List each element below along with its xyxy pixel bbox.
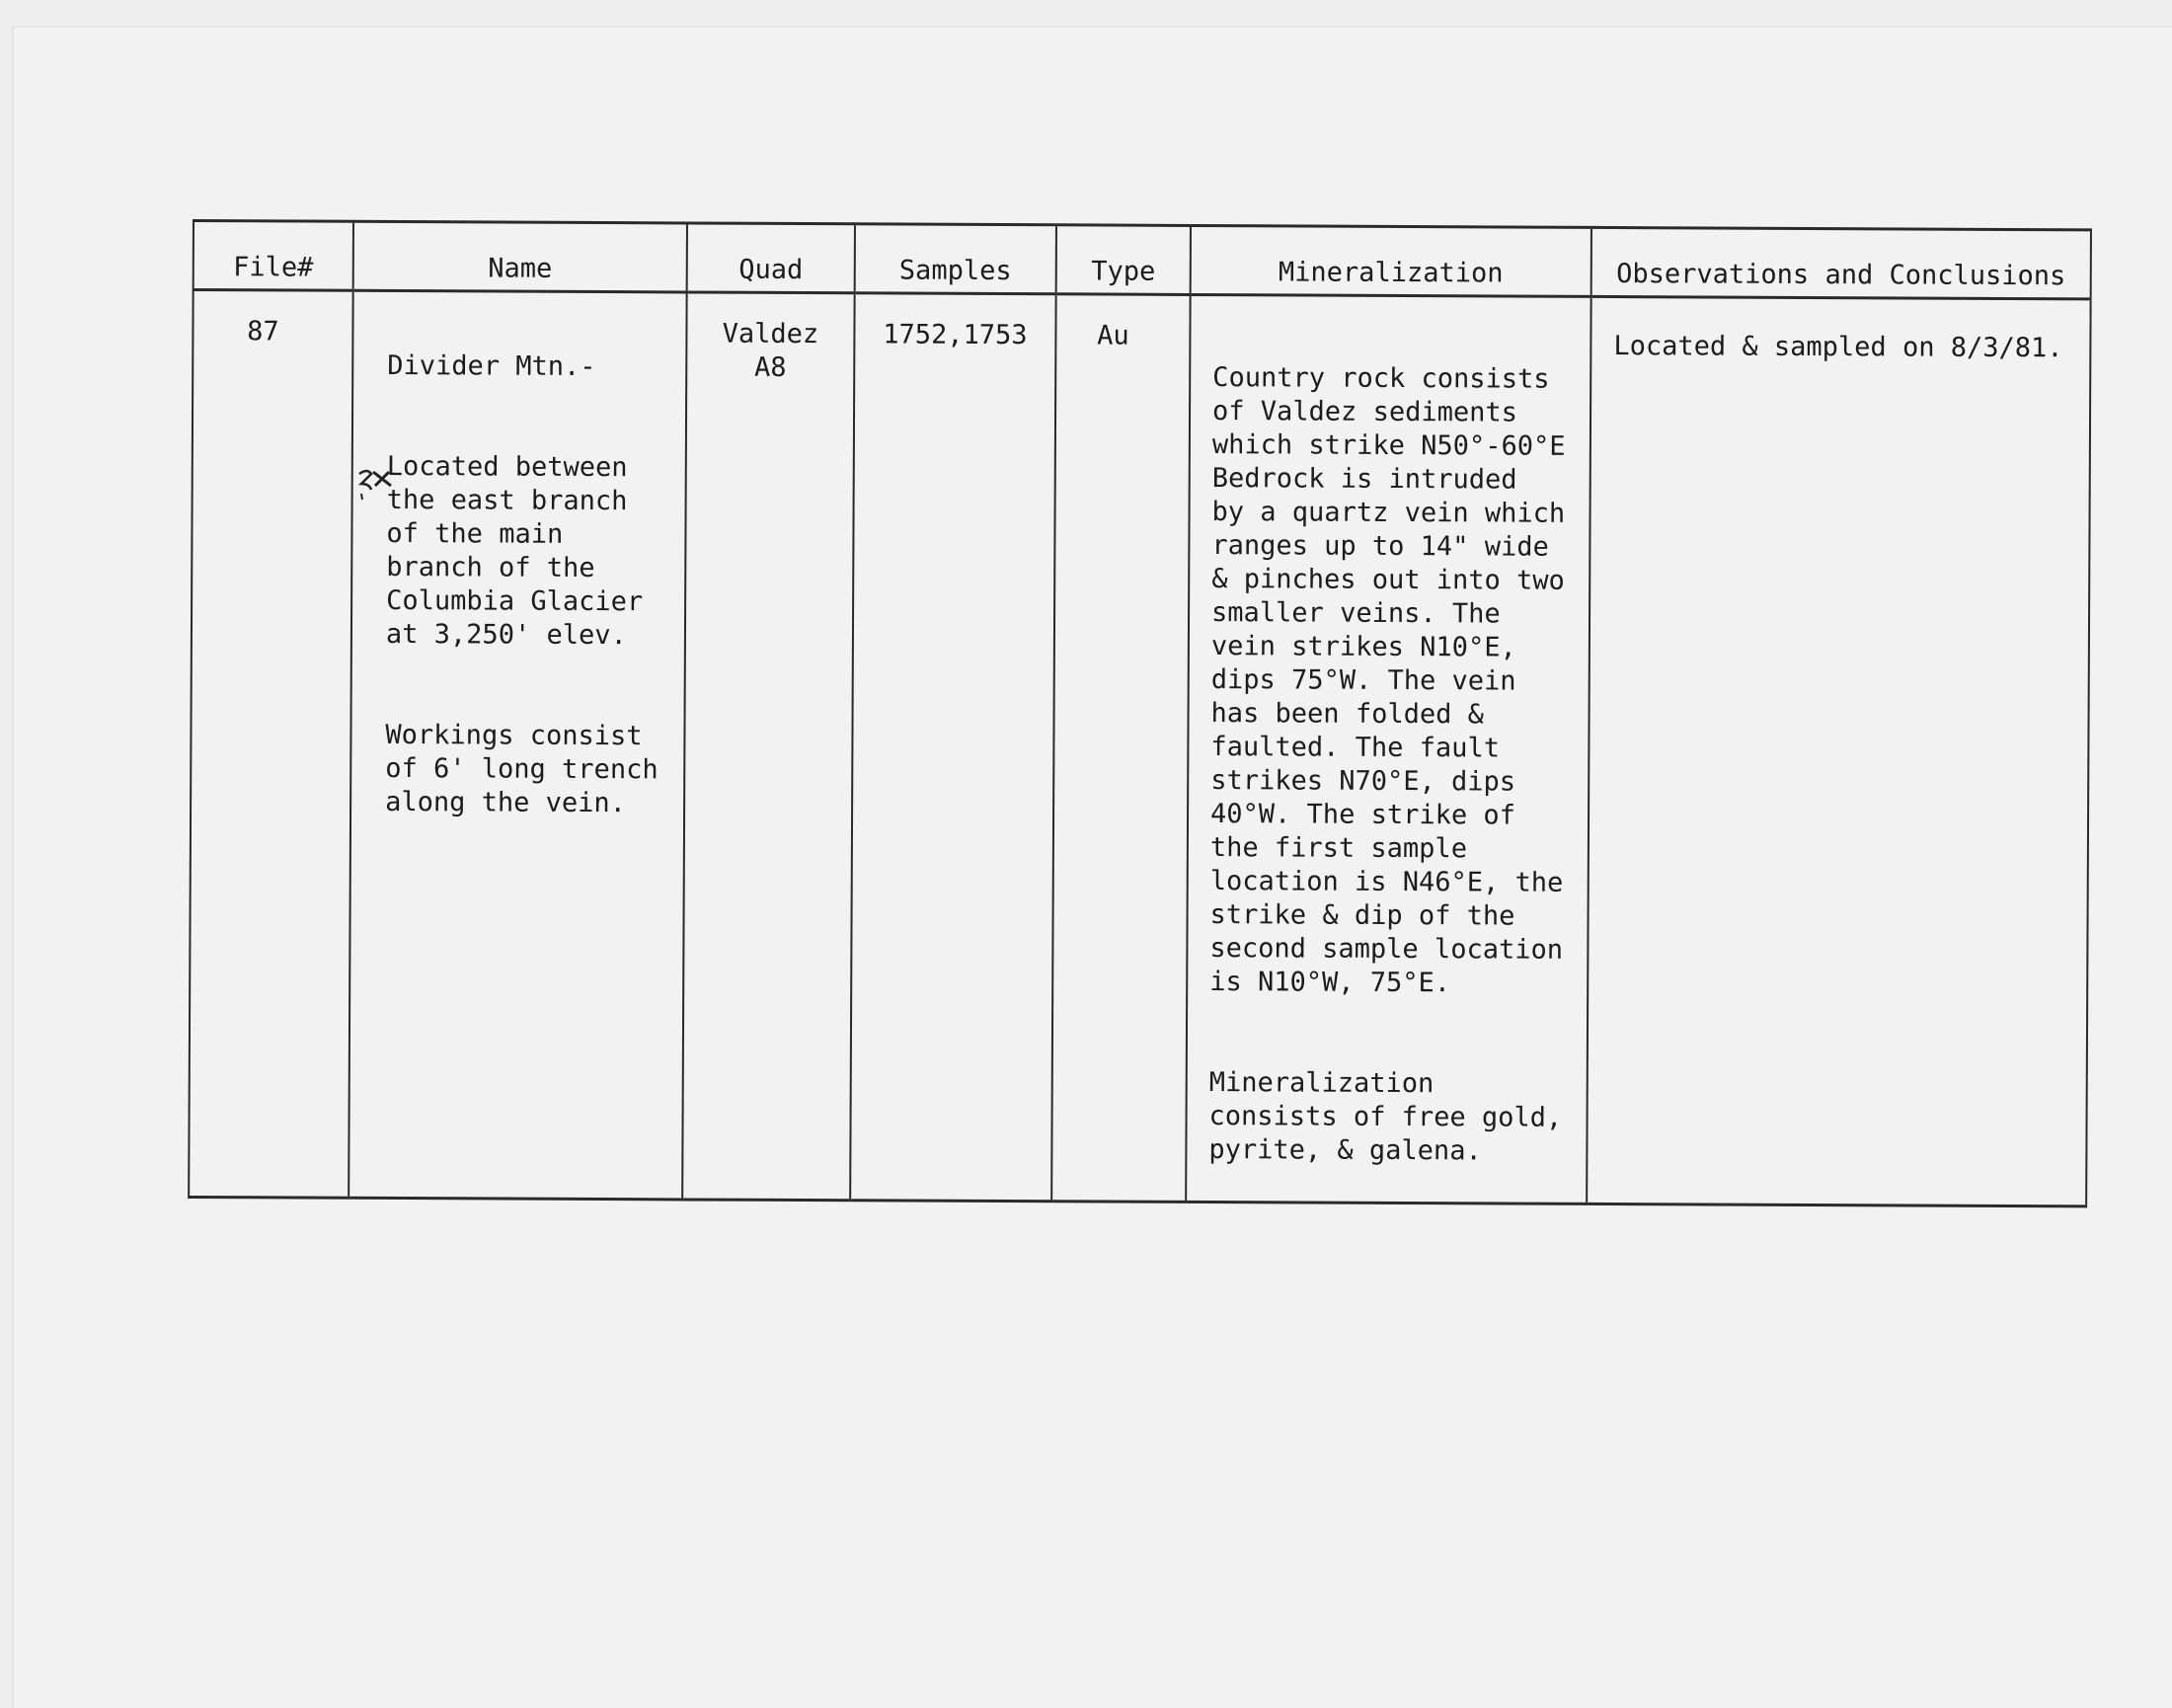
header-quad: Quad — [687, 223, 855, 293]
table-row — [189, 290, 2090, 1206]
mineralization-cell — [1186, 294, 1590, 1203]
prospect-name: Divider Mtn.- — [387, 349, 596, 382]
header-mineralization: Mineralization — [1191, 225, 1591, 296]
mineralization-summary: Mineralization consists of free gold, pyrite, & galena. — [1208, 1067, 1563, 1167]
type-cell: Au — [1051, 294, 1190, 1203]
header-samples: Samples — [855, 224, 1056, 294]
name-cell — [349, 290, 686, 1200]
header-file: File# — [194, 221, 353, 291]
samples-cell: 1752,1753 — [850, 293, 1055, 1202]
observations-cell: Located & sampled on 8/3/81. — [1587, 296, 2090, 1205]
header-type: Type — [1056, 225, 1191, 295]
file-number-cell: 87 — [189, 290, 352, 1199]
prospect-record-table — [188, 219, 2092, 1207]
header-observations: Observations and Conclusions — [1591, 227, 2091, 298]
location-description: Located between the east branch of the main branch of the Columbia Glacier at 3,250' elev. — [385, 450, 644, 652]
quad-cell: Valdez A8 — [682, 292, 854, 1201]
workings-description: Workings consist of 6' long trench along the vein. — [385, 719, 659, 819]
table-header-row — [194, 221, 2091, 299]
header-name: Name — [353, 221, 687, 292]
mineralization-description: Country rock consists of Valdez sediments which strike N50°-60°E Bedrock is intruded by a quartz vein which ranges up to 14" wide & pinches out into two smaller veins. The vein strikes N10°E, dips 75°W. The vein has been folded & faulted. The fault strikes N70°E, dips 40°W. The strike of the first sample location is N46°E, the strike & dip of the second sample location is N10°W, 75°E. — [1209, 362, 1566, 999]
